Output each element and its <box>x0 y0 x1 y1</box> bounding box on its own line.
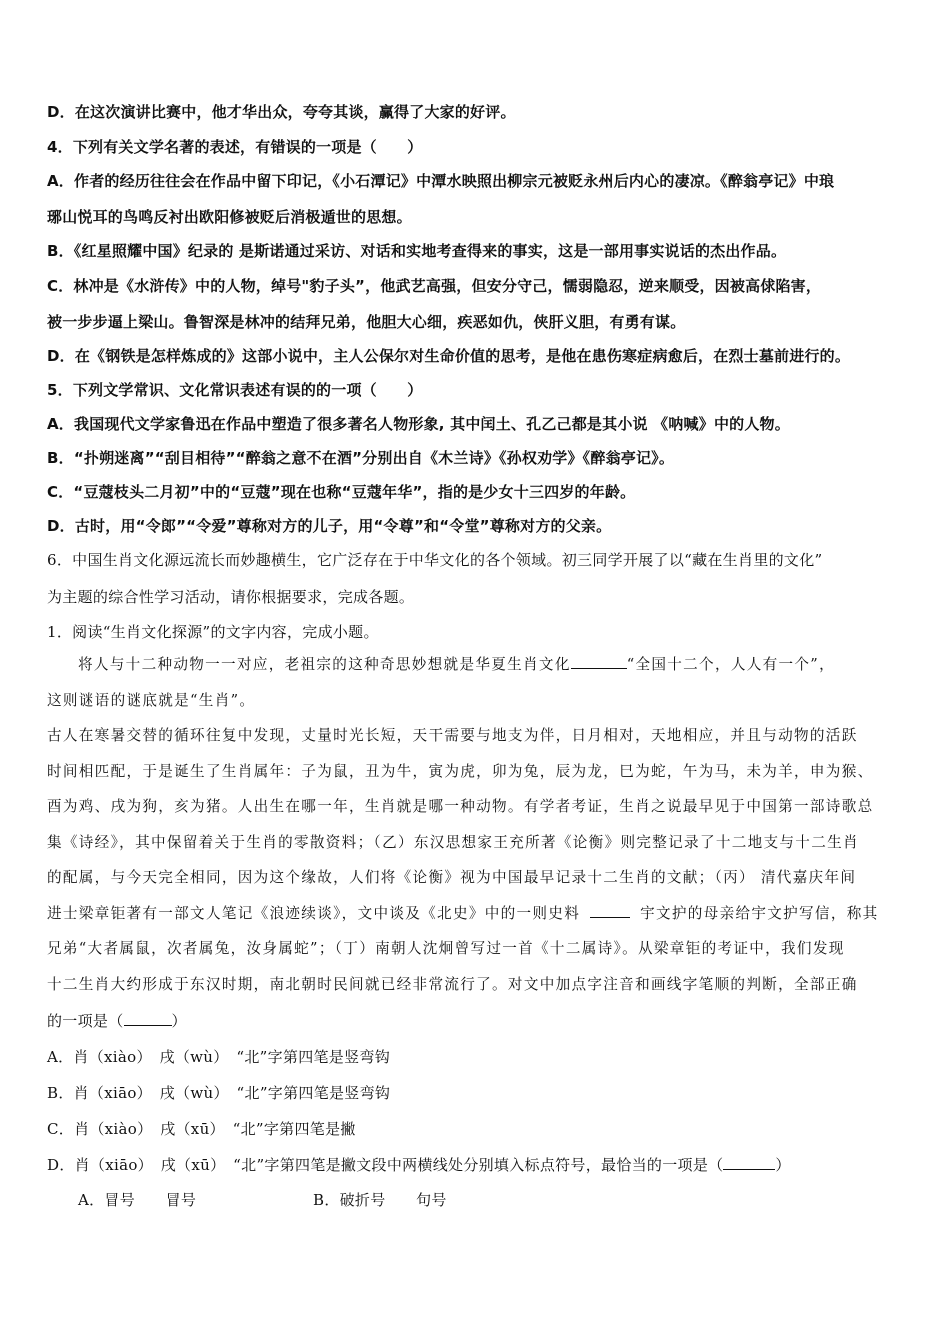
passage-line4: 时间相匹配，于是诞生了生肖属年：子为鼠，丑为牛，寅为虎，卯为兔，辰为龙，巳为蛇，午为马，未为羊，申为猴、 <box>47 763 874 780</box>
q4-stem: 4．下列有关文学名著的表述，有错误的一项是（ ） <box>47 138 423 156</box>
q4-option-a-line1: A．作者的经历往往会在作品中留下印记，《小石潭记》中潭水映照出柳宗元被贬永州后内心的凄凉。《醉翁亭记》中琅 <box>47 172 835 190</box>
passage-line10: 十二生肖大约形成于东汉时期，南北朝时民间就已经非常流行了。对文中加点字注音和画线字笔顺的判断，全部正确 <box>47 976 858 993</box>
passage-line9: 兄弟“大者属鼠，次者属兔，汝身属蛇”；（丁）南朝人沈炯曾写过一首《十二属诗》。从梁章钜的考证中，我们发现 <box>47 940 845 957</box>
passage-line8-a: 进士梁章钜著有一部文人笔记《浪迹续谈》，文中谈及《北史》中的一则史料 <box>47 905 581 922</box>
passage-line5: 酉为鸡、戌为狗，亥为猪。人出生在哪一年，生肖就是哪一种动物。有学者考证，生肖之说最早见于中国第一部诗歌总 <box>47 798 874 815</box>
passage-line1 <box>78 654 835 676</box>
q4-option-c-line1: C．林冲是《水浒传》中的人物，绰号"豹子头”，他武艺高强，但安分守己，懦弱隐忍，逆来顺受，因被高俅陷害， <box>47 277 822 295</box>
sub2-option-a: A．冒号 冒号 <box>78 1191 197 1209</box>
q5-option-b: B．“扑朔迷离”“刮目相待”“醉翁之意不在酒”分别出自《木兰诗》《孙权劝学》《醉翁亭记》。 <box>47 449 675 467</box>
blank-1 <box>571 654 627 669</box>
q5-stem: 5．下列文学常识、文化常识表述有误的的一项（ ） <box>47 381 423 399</box>
sub-question-stem <box>47 1010 187 1032</box>
q6-option-a: A．肖（xiào） 戌（wù） “北”字第四笔是竖弯钩 <box>47 1048 391 1066</box>
passage-line8 <box>47 903 879 925</box>
sub-question-stem-end: ） <box>171 1012 187 1030</box>
q4-option-a-line2: 琊山悦耳的鸟鸣反衬出欧阳修被贬后消极遁世的思想。 <box>47 208 412 226</box>
passage-line2: 这则谜语的谜底就是“生肖”。 <box>47 692 256 709</box>
passage-line1-a: 将人与十二种动物一一对应，老祖宗的这种奇思妙想就是华夏生肖文化 <box>78 656 571 673</box>
passage-line3: 古人在寒暑交替的循环往复中发现，丈量时光长短，天干需要与地支为伴，日月相对，天地相应，并且与动物的活跃 <box>47 727 858 744</box>
q6-intro-line1: 6．中国生肖文化源远流长而妙趣横生，它广泛存在于中华文化的各个领域。初三同学开展了以“藏在生肖里的文化” <box>47 551 823 569</box>
q5-option-c: C．“豆蔻枝头二月初”中的“豆蔻”现在也称“豆蔻年华”，指的是少女十三四岁的年龄。 <box>47 483 636 501</box>
q6-option-c: C．肖（xiào） 戌（xū） “北”字第四笔是撇 <box>47 1120 356 1138</box>
q6-option-b: B．肖（xiāo） 戌（wù） “北”字第四笔是竖弯钩 <box>47 1084 391 1102</box>
blank-2 <box>590 903 630 918</box>
answer-blank-2 <box>723 1155 775 1170</box>
q6-option-d-end: ） <box>775 1156 791 1174</box>
passage-line7: 的配属，与今天完全相同，因为这个缘故，人们将《论衡》视为中国最早记录十二生肖的文献；（丙） 清代嘉庆年间 <box>47 869 857 886</box>
sub2-option-b: B．破折号 句号 <box>313 1191 447 1209</box>
q4-option-c-line2: 被一步步逼上梁山。鲁智深是林冲的结拜兄弟，他胆大心细，疾恶如仇，侠肝义胆，有勇有谋。 <box>47 313 686 331</box>
q6-option-d <box>47 1154 791 1176</box>
q6-intro-line2: 为主题的综合性学习活动，请你根据要求，完成各题。 <box>47 588 415 606</box>
q5-option-d: D．古时，用“令郎”“令爱”尊称对方的儿子，用“令尊”和“令堂”尊称对方的父亲。 <box>47 517 612 535</box>
passage-line8-b: 宇文护的母亲给宇文护写信，称其 <box>640 905 879 922</box>
answer-blank-1 <box>124 1011 172 1026</box>
q5-option-a: A．我国现代文学家鲁迅在作品中塑造了很多著名人物形象, 其中闰土、孔乙己都是其小说 《呐喊》中的人物。 <box>47 415 790 433</box>
q4-option-d: D．在《钢铁是怎样炼成的》这部小说中，主人公保尔对生命价值的思考，是他在患伤寒症病愈后，在烈士墓前进行的。 <box>47 347 851 365</box>
sub-question-stem-text: 的一项是（ <box>47 1012 124 1030</box>
passage-line6: 集《诗经》，其中保留着关于生肖的零散资料；（乙）东汉思想家王充所著《论衡》则完整记录了十二地支与十二生肖 <box>47 834 859 851</box>
q4-option-b: B．《红星照耀中国》纪录的 是斯诺通过采访、对话和实地考查得来的事实，这是一部用事实说话的杰出作品。 <box>47 242 787 260</box>
q6-option-d-text: D．肖（xiāo） 戌（xū） “北”字第四笔是撇文段中两横线处分别填入标点符号，最恰当的一项是（ <box>47 1156 724 1174</box>
q3-option-d: D．在这次演讲比赛中，他才华出众，夸夸其谈，赢得了大家的好评。 <box>47 103 516 121</box>
passage-line1-b: “全国十二个，人人有一个”， <box>626 656 835 673</box>
q6-sub1-instruction: 1．阅读“生肖文化探源”的文字内容，完成小题。 <box>47 623 379 641</box>
